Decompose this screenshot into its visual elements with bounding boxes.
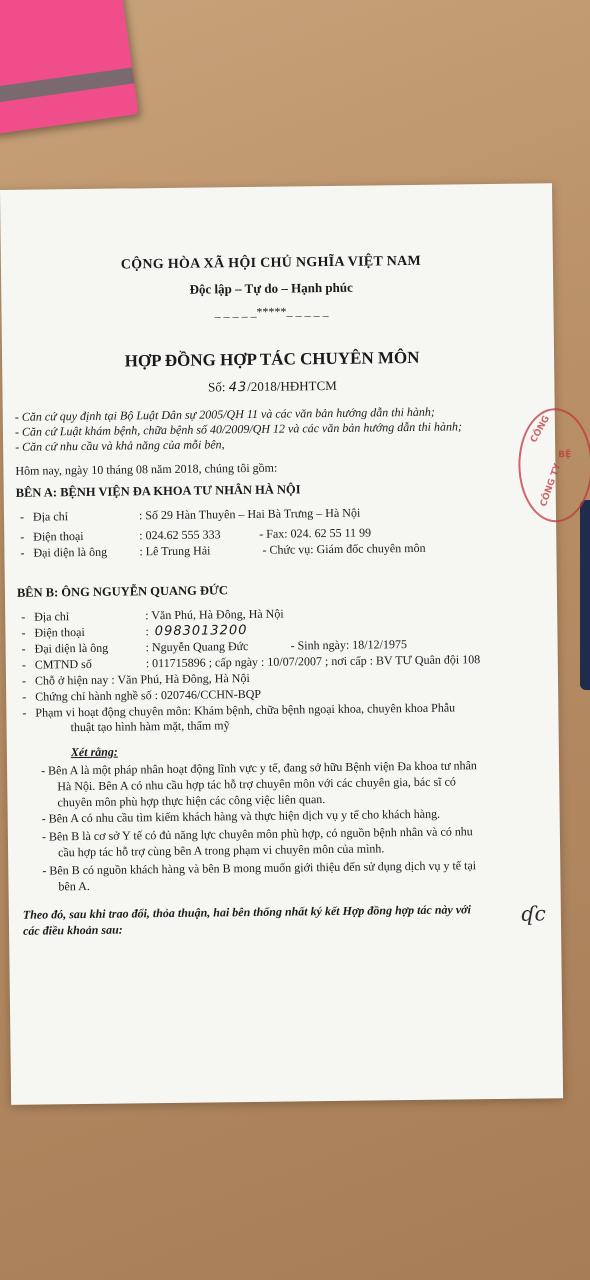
- party-b-id: : 011715896 ; cấp ngày : 10/07/2007 ; nơi cấp : BV TƯ Quân đội 108: [145, 652, 481, 671]
- party-b-phone: [145, 623, 247, 639]
- national-motto: Độc lập – Tự do – Hạnh phúc: [189, 279, 353, 297]
- party-a-rep: : Lê Trung Hải: [139, 543, 211, 559]
- stamp-text: CÔNG TY: [538, 462, 564, 509]
- label: Điện thoại: [34, 624, 85, 640]
- whereas-line: - Bên A là một pháp nhân hoạt động lĩnh vực y tế, đang sở hữu Bệnh viện Đa khoa tư nhân: [41, 758, 477, 778]
- whereas-line: - Bên B có nguồn khách hàng và bên B mong muốn giới thiệu đến sử dụng dịch vụ y tế tại: [42, 858, 477, 878]
- whereas-heading: Xét rằng:: [70, 744, 118, 760]
- party-b-scope: - Phạm vi hoạt động chuyên môn: Khám bệnh, chữa bệnh ngoại khoa, chuyên khoa Phẫu: [22, 700, 456, 720]
- whereas-line: chuyên môn phù hợp thực hiện các công việc liên quan.: [57, 792, 326, 810]
- party-b-id-label: - CMTND số: [21, 656, 92, 672]
- party-a-phone: : 024.62 555 333: [139, 527, 221, 543]
- stamp-text: BỆ: [558, 450, 572, 461]
- contract-title: HỢP ĐỒNG HỢP TÁC CHUYÊN MÔN: [124, 347, 420, 371]
- value: Phạm vi hoạt động chuyên môn: Khám bệnh, chữa bệnh ngoại khoa, chuyên khoa Phẫu: [35, 700, 456, 720]
- party-a-phone-label: - Điện thoại: [20, 529, 84, 544]
- party-b-rep-label: - Đại diện là ông: [21, 640, 109, 656]
- party-a-fax: - Fax: 024. 62 55 11 99: [259, 525, 372, 541]
- legal-basis-2: - Căn cứ Luật khám bệnh, chữa bệnh số 40/2009/QH 12 và các văn bản hướng dẫn thi hành;: [14, 419, 462, 439]
- party-b-phone-label: - Điện thoại: [21, 624, 85, 640]
- pink-folder: [0, 0, 139, 135]
- party-a-address: : Số 29 Hàn Thuyên – Hai Bà Trưng – Hà Nội: [138, 505, 361, 523]
- party-b-heading: BÊN B: ÔNG NGUYỄN QUANG ĐỨC: [16, 583, 228, 600]
- whereas-line: - Bên A có nhu cầu tìm kiếm khách hàng và thực hiện dịch vụ y tế cho khách hàng.: [41, 806, 441, 826]
- number-handwritten: 43: [228, 379, 248, 396]
- whereas-line: cầu hợp tác hỗ trợ cùng bên A trong phạm vi chuyên môn của mình.: [58, 841, 385, 860]
- label: CMTND số: [34, 656, 92, 672]
- legal-basis-3: - Căn cứ nhu cầu và khả năng của mỗi bên,: [15, 437, 225, 454]
- contract-number: [2, 376, 542, 398]
- pen: [580, 500, 590, 690]
- colon: :: [145, 624, 149, 639]
- whereas-line: Hà Nội. Bên A có nhu cầu hợp tác hỗ trợ chuyên môn với các chuyên gia, bác sĩ có: [57, 774, 456, 794]
- party-b-scope-2: thuật tạo hình hàm mặt, thẩm mỹ: [70, 718, 230, 735]
- conclusion-line-1: Theo đó, sau khi trao đổi, thỏa thuận, hai bên thống nhất ký kết Hợp đồng hợp tác này với: [22, 902, 471, 922]
- party-b-address: : Văn Phú, Hà Đông, Hà Nội: [145, 606, 284, 623]
- party-b-certificate: - Chứng chỉ hành nghề số : 020746/CCHN-BQP: [22, 686, 262, 704]
- value: Chứng chỉ hành nghề số : 020746/CCHN-BQP: [35, 686, 262, 704]
- number-prefix: Số:: [207, 379, 226, 395]
- legal-basis-1: - Căn cứ quy định tại Bộ Luật Dân sự 2005/QH 11 và các văn bản hướng dẫn thi hành;: [14, 404, 435, 424]
- phone-handwritten: 0983013200: [154, 623, 248, 640]
- label: Địa chỉ: [32, 509, 69, 524]
- intro-line: Hôm nay, ngày 10 tháng 08 năm 2018, chúng tôi gồm:: [15, 460, 278, 478]
- label: Đại diện là ông: [33, 544, 108, 560]
- initial-signature: ʠc: [520, 901, 546, 926]
- party-a-address-label: - Địa chỉ: [19, 509, 69, 524]
- party-a-rep-label: - Đại diện là ông: [20, 544, 108, 560]
- country-name: CỘNG HÒA XÃ HỘI CHỦ NGHĨA VIỆT NAM: [120, 253, 422, 273]
- value: Chỗ ở hiện nay : Văn Phú, Hà Đông, Hà Nội: [34, 670, 250, 688]
- party-b-residence: - Chỗ ở hiện nay : Văn Phú, Hà Đông, Hà Nội: [21, 670, 250, 688]
- whereas-line: bên A.: [58, 878, 90, 894]
- number-suffix: /2018/HĐHTCM: [247, 377, 337, 394]
- party-b-dob: - Sinh ngày: 18/12/1975: [290, 637, 408, 653]
- contract-page: [0, 183, 572, 1105]
- party-a-position: - Chức vụ: Giám đốc chuyên môn: [262, 540, 426, 557]
- conclusion-line-2: các điều khoản sau:: [22, 922, 123, 938]
- separator: _ _ _ _ _*****_ _ _ _ _: [214, 303, 329, 320]
- label: Điện thoại: [33, 529, 84, 544]
- whereas-line: - Bên B là cơ sở Y tế có đủ năng lực chuyên môn phù hợp, có nguồn bệnh nhân và có nhu: [41, 824, 473, 844]
- label: Đại diện là ông: [34, 640, 109, 656]
- red-stamp: [518, 408, 590, 523]
- stamp-text: CÔNG: [529, 414, 553, 445]
- label: Địa chỉ: [34, 609, 70, 624]
- party-b-rep: : Nguyễn Quang Đức: [145, 638, 249, 655]
- party-a-heading: BÊN A: BỆNH VIỆN ĐA KHOA TƯ NHÂN HÀ NỘI: [15, 482, 301, 500]
- party-b-address-label: - Địa chỉ: [21, 609, 70, 624]
